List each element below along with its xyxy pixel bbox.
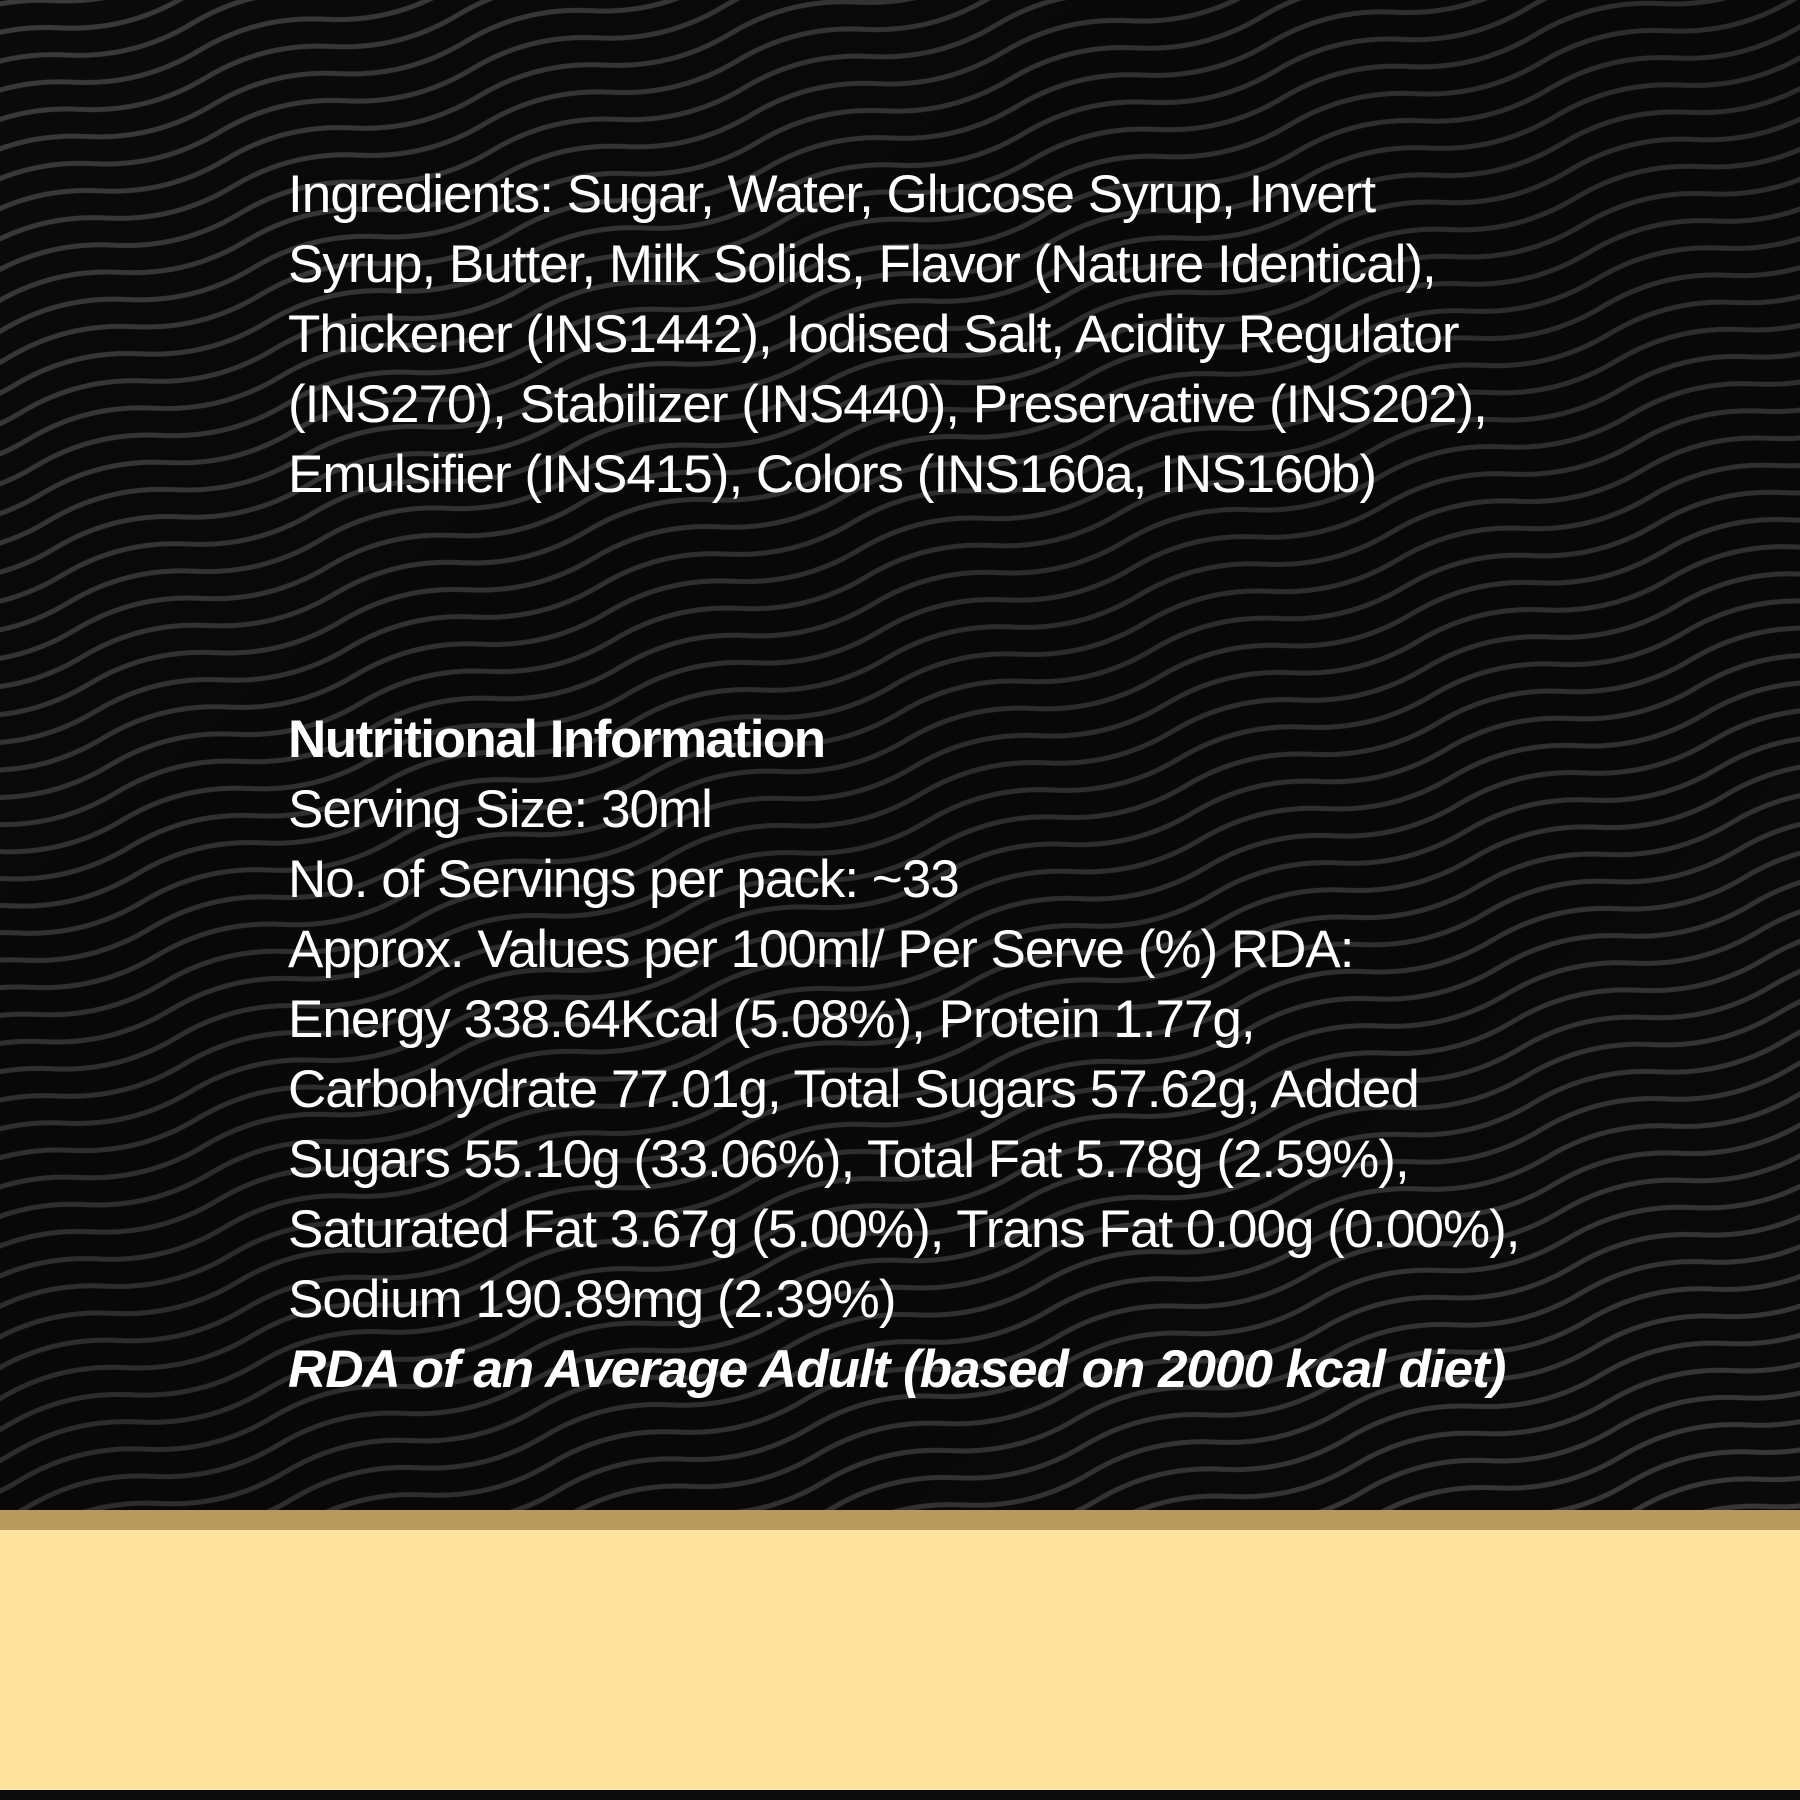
- serving-size: Serving Size: 30ml: [288, 780, 712, 839]
- cream-footer-band: [0, 1530, 1800, 1790]
- servings-per-pack: No. of Servings per pack: ~33: [288, 850, 959, 909]
- bottom-edge-strip: [0, 1790, 1800, 1800]
- ingredients-text: Ingredients: Sugar, Water, Glucose Syrup, Invert Syrup, Butter, Milk Solids, Flavor (Nature Identical), Thickener (INS1442), Iodised Salt, Acidity Regulator (INS270), Stabilizer (INS440), Preservative (INS202), Emulsifier (INS415), Colors (INS160a, INS160b): [288, 165, 1487, 504]
- nutrition-title: Nutritional Information: [288, 710, 825, 769]
- nutrition-section: [288, 705, 1528, 1405]
- gold-divider-band: [0, 1510, 1800, 1530]
- rda-note: RDA of an Average Adult (based on 2000 kcal diet): [288, 1340, 1506, 1399]
- values-header: Approx. Values per 100ml/ Per Serve (%) RDA:: [288, 920, 1354, 979]
- label-text-block: [288, 160, 1528, 1405]
- nutrition-values: Energy 338.64Kcal (5.08%), Protein 1.77g, Carbohydrate 77.01g, Total Sugars 57.62g, Added Sugars 55.10g (33.06%), Total Fat 5.78g (2.59%), Saturated Fat 3.67g (5.00%), Trans Fat 0.00g (0.00%), Sodium 190.89mg (2.39%): [288, 990, 1520, 1329]
